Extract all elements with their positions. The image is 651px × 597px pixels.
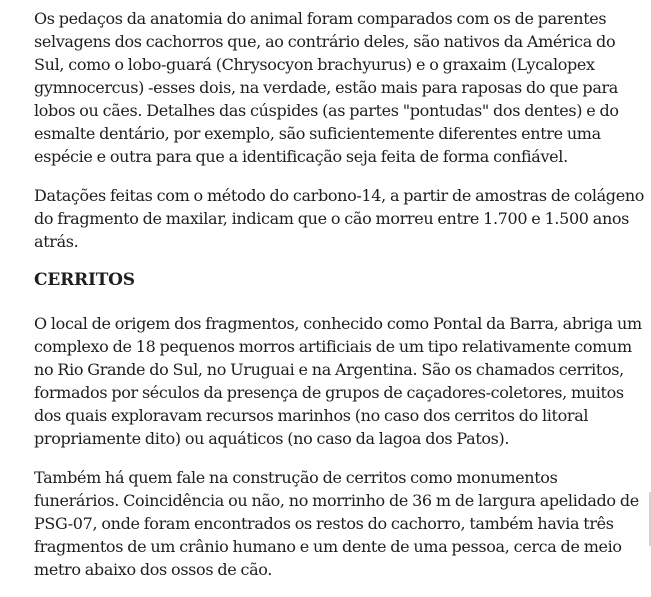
paragraph-dating: Datações feitas com o método do carbono-14, a partir de amostras de colágeno do fragmento de maxilar, indicam que o cão morreu entre 1.700 e 1.500 anos atrás. (34, 186, 645, 251)
paragraph-comparison: Os pedaços da anatomia do animal foram comparados com os de parentes selvagens dos cachorros que, ao contrário deles, são nativos da América do Sul, como o lobo-guará (Chrysocyon brachyurus) e o graxaim (Lycalopex gymnocercus) -esses dois, na verdade, estão mais para raposas do que para lobos ou cães. Detalhes das cúspides (as partes "pontudas" dos dentes) e do esmalte dentário, por exemplo, são suficientemente diferentes entre uma espécie e outra para que a identificação seja feita de forma confiável. (34, 9, 619, 166)
paragraph-site-origin: O local de origem dos fragmentos, conhecido como Pontal da Barra, abriga um complexo de 18 pequenos morros artificiais de um tipo relativamente comum no Rio Grande do Sul, no Uruguai e na Argentina. São os chamados cerritos, formados por séculos da presença de grupos de caçadores-coletores, muitos dos quais exploravam recursos marinhos (no caso dos cerritos do litoral propriamente dito) ou aquáticos (no caso da lagoa dos Patos). (34, 314, 642, 448)
paragraph-funerary: Também há quem fale na construção de cerritos como monumentos funerários. Coincidência ou não, no morrinho de 36 m de largura apelidado de PSG-07, onde foram encontrados os restos do cachorro, também havia três fragmentos de um crânio humano e um dente de uma pessoa, cerca de meio metro abaixo dos ossos de cão. (34, 468, 639, 579)
section-heading-cerritos: CERRITOS (34, 270, 135, 290)
article-body (34, 7, 646, 597)
